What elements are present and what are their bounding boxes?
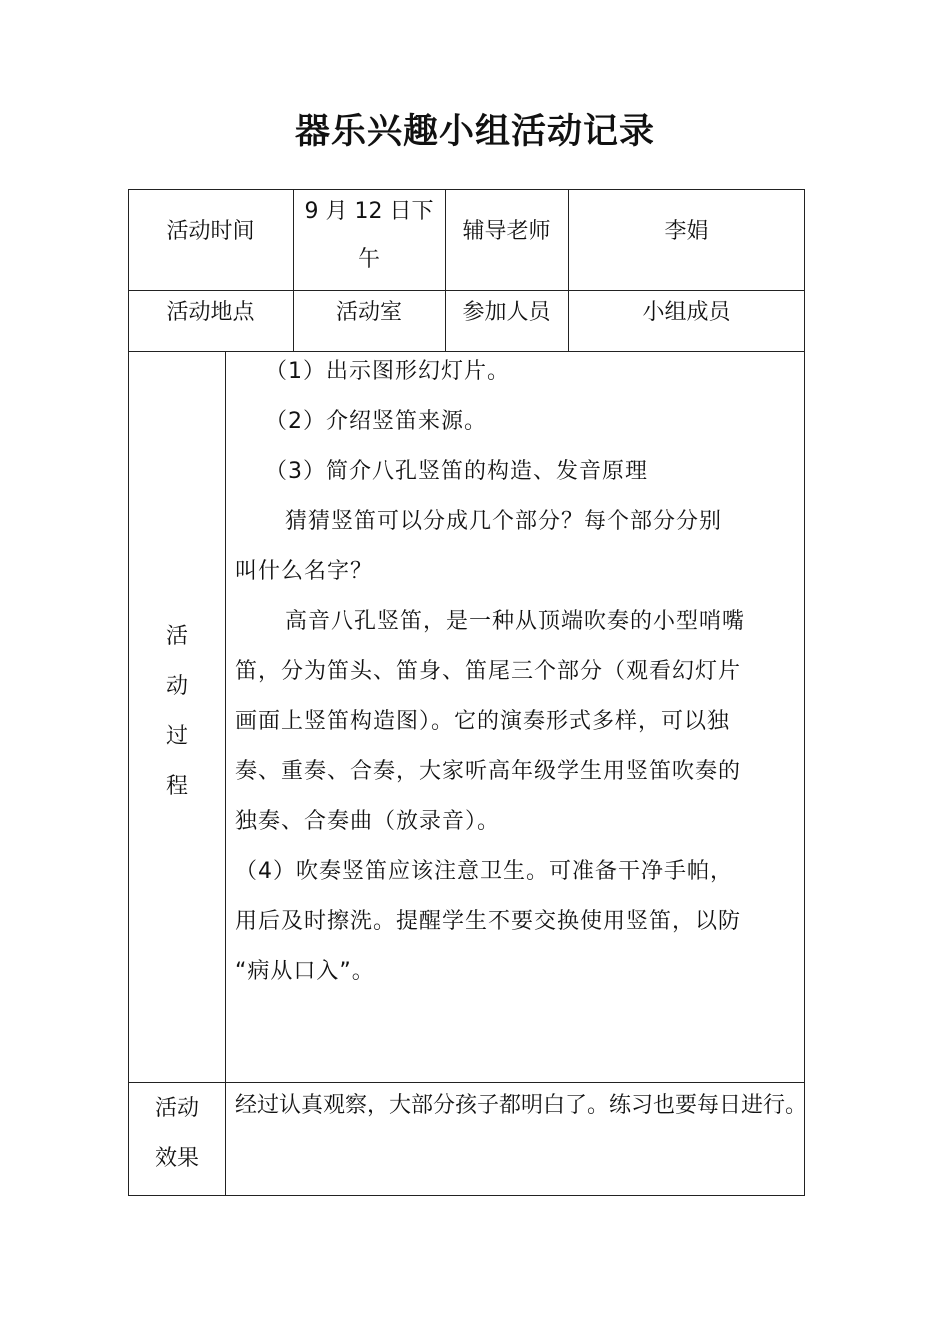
column-divider [225,351,226,1196]
effect-label-line1: 活动 [154,1096,199,1121]
process-line: （3）简介八孔竖笛的构造、发音原理 [265,459,648,484]
process-line: 奏、重奏、合奏，大家听高年级学生用竖笛吹奏的 [235,759,742,784]
process-line: （4）吹奏竖笛应该注意卫生。可准备干净手帕， [235,859,733,884]
teacher-value: 李娟 [664,219,709,244]
process-content [235,347,801,997]
activity-time-value-line1: 9 月 12 日下 [304,199,434,224]
effect-label-line2: 效果 [154,1146,199,1171]
process-label [129,612,225,812]
process-label-char: 活 [165,624,188,649]
process-line: 画面上竖笛构造图）。它的演奏形式多样，可以独 [235,709,731,734]
process-line: （2）介绍竖笛来源。 [265,409,487,434]
process-line: （1）出示图形幻灯片。 [265,359,510,384]
process-label-char: 过 [165,724,188,749]
process-line: “病从口入”。 [235,959,375,984]
participants-value: 小组成员 [642,300,731,325]
process-line: 用后及时擦洗。提醒学生不要交换使用竖笛，以防 [235,909,742,934]
process-label-char: 程 [165,774,188,799]
process-line: 猜猜竖笛可以分成几个部分？每个部分分别 [285,509,723,534]
process-line: 独奏、合奏曲（放录音）。 [235,809,501,834]
activity-time-label: 活动时间 [166,219,255,244]
process-label-char: 动 [165,674,188,699]
activity-time-value [293,188,445,284]
process-line: 笛，分为笛头、笛身、笛尾三个部分（观看幻灯片 [235,659,742,684]
activity-place-label: 活动地点 [166,300,255,325]
process-line: 叫什么名字？ [235,559,374,584]
effect-text: 经过认真观察，大部分孩子都明白了。练习也要每日进行。 [235,1093,808,1118]
page-title: 器乐兴趣小组活动记录 [294,112,655,152]
teacher-label: 辅导老师 [462,219,551,244]
activity-place-value: 活动室 [335,300,402,325]
process-line: 高音八孔竖笛，是一种从顶端吹奏的小型哨嘴 [285,609,746,634]
activity-time-value-line2: 午 [357,247,380,272]
effect-label [129,1084,225,1184]
participants-label: 参加人员 [462,300,551,325]
